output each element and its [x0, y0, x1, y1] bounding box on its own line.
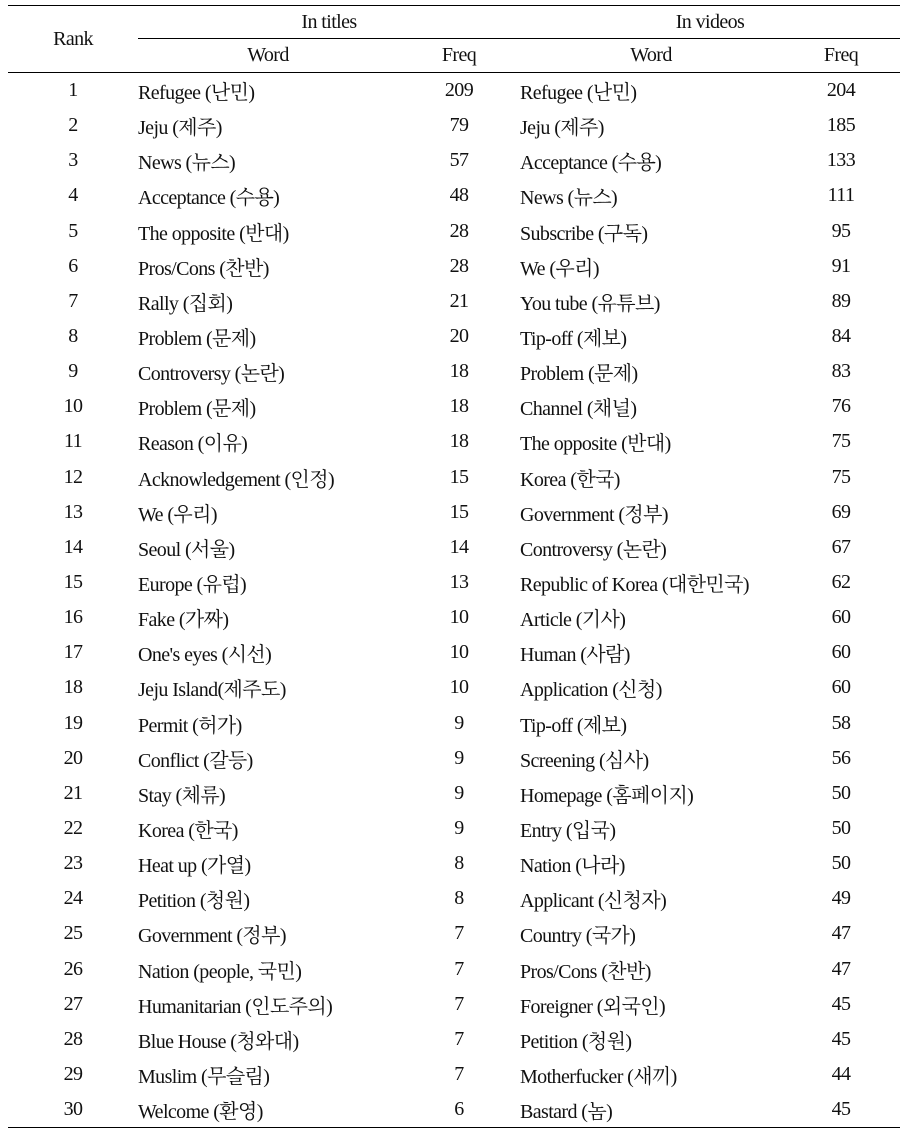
- video-word-cell: Korea (한국): [520, 468, 620, 491]
- video-freq-cell: 89: [831, 289, 851, 312]
- title-word-cell: Blue House (청와대): [138, 1030, 299, 1053]
- video-word-cell: Problem (문제): [520, 363, 638, 386]
- title-freq-cell: 8: [454, 887, 464, 910]
- table-row: [8, 284, 900, 319]
- title-word-cell: Stay (체류): [138, 784, 226, 807]
- rank-cell: 12: [63, 465, 83, 488]
- title-freq-cell: 7: [454, 1063, 464, 1085]
- rank-cell: 16: [63, 606, 83, 629]
- video-word-cell: Petition (청원): [520, 1030, 632, 1053]
- title-freq-cell: 6: [398, 1092, 520, 1128]
- video-word-cell: Applicant (신청자): [520, 890, 667, 913]
- video-word-cell: We (우리): [520, 257, 599, 280]
- rank-cell: 26: [63, 957, 83, 980]
- title-freq-cell: 79: [449, 114, 469, 137]
- table-row: [8, 600, 900, 635]
- video-word-cell: Tip-off (제보): [520, 328, 627, 351]
- video-freq-cell: 75: [831, 465, 851, 488]
- table-header: [8, 6, 900, 73]
- video-word-cell: Entry (입국): [520, 820, 616, 843]
- rank-cell: 14: [63, 535, 83, 558]
- title-freq-cell: 7: [454, 922, 464, 945]
- title-freq-cell: 10: [449, 641, 469, 664]
- table-row: [8, 952, 900, 987]
- video-freq-cell: 44: [831, 1063, 851, 1085]
- rank-header: Rank: [8, 6, 138, 73]
- table-row: [8, 987, 900, 1022]
- title-freq-cell: 7: [454, 992, 464, 1015]
- title-freq-cell: 10: [449, 676, 469, 699]
- video-word-cell: Application (신청): [520, 679, 662, 702]
- video-word-cell: The opposite (반대): [520, 433, 671, 456]
- video-word-cell: Refugee (난민): [520, 82, 637, 105]
- title-word-cell: Welcome (환영): [138, 1092, 398, 1128]
- header-group-row: [8, 6, 900, 39]
- rank-cell: 23: [63, 852, 83, 875]
- table-row: [8, 881, 900, 916]
- title-word-cell: Muslim (무슬림): [138, 1066, 270, 1088]
- rank-cell: 5: [68, 219, 78, 242]
- rank-cell: 19: [63, 711, 83, 734]
- title-word-cell: Korea (한국): [138, 820, 238, 843]
- video-freq-cell: 47: [831, 922, 851, 945]
- video-freq-cell: 50: [831, 781, 851, 804]
- title-word-cell: Refugee (난민): [138, 82, 255, 105]
- table-row: [8, 706, 900, 741]
- title-freq-cell: 8: [454, 852, 464, 875]
- title-freq-cell: 48: [449, 184, 469, 207]
- title-word-cell: We (우리): [138, 503, 217, 526]
- title-freq-cell: 9: [454, 746, 464, 769]
- video-freq-cell: 83: [831, 360, 851, 383]
- video-freq-cell: 45: [831, 992, 851, 1015]
- videos-word-header: Word: [520, 39, 782, 73]
- in-titles-header: In titles: [138, 6, 520, 39]
- title-freq-cell: 57: [449, 149, 469, 172]
- rank-cell: 17: [63, 641, 83, 664]
- title-word-cell: Heat up (가열): [138, 855, 251, 878]
- table-row: [8, 1022, 900, 1057]
- video-freq-cell: 133: [826, 149, 856, 172]
- title-freq-cell: 18: [449, 430, 469, 453]
- title-word-cell: Rally (집회): [138, 292, 233, 315]
- table-row: [8, 670, 900, 705]
- video-word-cell: Foreigner (외국인): [520, 995, 666, 1018]
- video-word-cell: Subscribe (구독): [520, 222, 648, 245]
- video-word-cell: Government (정부): [520, 503, 668, 526]
- video-word-cell: Pros/Cons (찬반): [520, 960, 651, 983]
- title-word-cell: Pros/Cons (찬반): [138, 257, 269, 280]
- table-row: [8, 916, 900, 951]
- title-freq-cell: 18: [449, 395, 469, 418]
- title-word-cell: Reason (이유): [138, 433, 248, 456]
- video-freq-cell: 58: [831, 711, 851, 734]
- titles-word-header: Word: [138, 39, 398, 73]
- rank-cell: 7: [68, 289, 78, 312]
- rank-cell: 9: [68, 360, 78, 383]
- video-freq-cell: 60: [831, 606, 851, 629]
- table-row: [8, 811, 900, 846]
- title-word-cell: Acknowledgement (인정): [138, 468, 335, 491]
- title-word-cell: Humanitarian (인도주의): [138, 995, 333, 1018]
- rank-cell: 18: [63, 676, 83, 699]
- video-freq-cell: 84: [831, 325, 851, 348]
- title-word-cell: Jeju Island(제주도): [138, 679, 286, 702]
- table-row: [8, 635, 900, 670]
- title-word-cell: Seoul (서울): [138, 538, 235, 561]
- table-row: [8, 178, 900, 213]
- title-word-cell: Fake (가짜): [138, 609, 229, 632]
- rank-cell: 2: [68, 114, 78, 137]
- table-body: [8, 73, 900, 1128]
- title-word-cell: News (뉴스): [138, 152, 236, 175]
- title-freq-cell: 28: [449, 219, 469, 242]
- video-freq-cell: 95: [831, 219, 851, 242]
- video-freq-cell: 60: [831, 676, 851, 699]
- title-word-cell: Petition (청원): [138, 890, 250, 913]
- video-word-cell: Acceptance (수용): [520, 152, 662, 175]
- title-freq-cell: 14: [449, 535, 469, 558]
- video-word-cell: You tube (유튜브): [520, 292, 660, 315]
- video-freq-cell: 67: [831, 535, 851, 558]
- rank-cell: 13: [63, 500, 83, 523]
- table-row: [8, 776, 900, 811]
- video-freq-cell: 204: [826, 79, 856, 102]
- rank-cell: 20: [63, 746, 83, 769]
- title-freq-cell: 209: [444, 79, 474, 102]
- title-freq-cell: 7: [454, 957, 464, 980]
- table-row: [8, 73, 900, 109]
- title-word-cell: One's eyes (시선): [138, 644, 272, 667]
- rank-cell: 24: [63, 887, 83, 910]
- rank-cell: 27: [63, 992, 83, 1015]
- title-word-cell: The opposite (반대): [138, 222, 289, 245]
- title-word-cell: Problem (문제): [138, 398, 256, 421]
- table-row: [8, 424, 900, 459]
- video-word-cell: Motherfucker (새끼): [520, 1066, 677, 1088]
- video-freq-cell: 49: [831, 887, 851, 910]
- videos-freq-header: Freq: [782, 39, 900, 73]
- video-word-cell: News (뉴스): [520, 187, 618, 210]
- video-word-cell: Country (국가): [520, 925, 636, 948]
- title-word-cell: Jeju (제주): [138, 117, 222, 140]
- title-freq-cell: 9: [454, 711, 464, 734]
- title-word-cell: Permit (허가): [138, 714, 242, 737]
- title-word-cell: Nation (people, 국민): [138, 960, 302, 983]
- rank-cell: 30: [8, 1092, 138, 1128]
- title-freq-cell: 28: [449, 254, 469, 277]
- title-freq-cell: 7: [454, 1027, 464, 1050]
- rank-cell: 10: [63, 395, 83, 418]
- video-freq-cell: 45: [782, 1092, 900, 1128]
- table-row: [8, 1092, 900, 1128]
- title-word-cell: Problem (문제): [138, 328, 256, 351]
- video-word-cell: Bastard (놈): [520, 1092, 782, 1128]
- in-videos-header: In videos: [520, 6, 900, 39]
- table-row: [8, 741, 900, 776]
- video-word-cell: Jeju (제주): [520, 117, 604, 140]
- header-sub-row: [8, 39, 900, 73]
- video-freq-cell: 76: [831, 395, 851, 418]
- rank-cell: 28: [63, 1027, 83, 1050]
- video-freq-cell: 185: [826, 114, 856, 137]
- video-freq-cell: 111: [827, 184, 855, 207]
- rank-cell: 6: [68, 254, 78, 277]
- rank-cell: 21: [63, 781, 83, 804]
- video-word-cell: Tip-off (제보): [520, 714, 627, 737]
- video-word-cell: Republic of Korea (대한민국): [520, 574, 749, 597]
- video-freq-cell: 91: [831, 254, 851, 277]
- rank-cell: 15: [63, 571, 83, 594]
- video-word-cell: Controversy (논란): [520, 538, 667, 561]
- video-freq-cell: 75: [831, 430, 851, 453]
- rank-cell: 25: [63, 922, 83, 945]
- video-word-cell: Channel (채널): [520, 398, 637, 421]
- title-freq-cell: 10: [449, 606, 469, 629]
- title-word-cell: Government (정부): [138, 925, 286, 948]
- video-freq-cell: 45: [831, 1027, 851, 1050]
- title-word-cell: Controversy (논란): [138, 363, 285, 386]
- table-row: [8, 214, 900, 249]
- table-row: [8, 530, 900, 565]
- video-freq-cell: 60: [831, 641, 851, 664]
- title-freq-cell: 18: [449, 360, 469, 383]
- table-row: [8, 495, 900, 530]
- table-row: [8, 143, 900, 178]
- word-frequency-table: [8, 5, 900, 1128]
- table-row: [8, 565, 900, 600]
- rank-cell: 11: [63, 430, 83, 453]
- video-freq-cell: 56: [831, 746, 851, 769]
- table-row: [8, 108, 900, 143]
- video-word-cell: Article (기사): [520, 609, 626, 632]
- table-row: [8, 319, 900, 354]
- title-freq-cell: 21: [449, 289, 469, 312]
- video-freq-cell: 50: [831, 817, 851, 840]
- title-word-cell: Acceptance (수용): [138, 187, 280, 210]
- rank-cell: 8: [68, 325, 78, 348]
- rank-cell: 3: [68, 149, 78, 172]
- table-row: [8, 846, 900, 881]
- title-word-cell: Conflict (갈등): [138, 749, 253, 772]
- title-freq-cell: 9: [454, 817, 464, 840]
- title-freq-cell: 15: [449, 500, 469, 523]
- table-row: [8, 1057, 900, 1092]
- video-word-cell: Human (사람): [520, 644, 630, 667]
- rank-cell: 1: [68, 79, 78, 102]
- title-freq-cell: 20: [449, 325, 469, 348]
- video-word-cell: Screening (심사): [520, 749, 649, 772]
- table-row: [8, 460, 900, 495]
- title-freq-cell: 15: [449, 465, 469, 488]
- video-freq-cell: 50: [831, 852, 851, 875]
- title-freq-cell: 13: [449, 571, 469, 594]
- titles-freq-header: Freq: [398, 39, 520, 73]
- table-row: [8, 354, 900, 389]
- video-freq-cell: 69: [831, 500, 851, 523]
- rank-cell: 4: [68, 184, 78, 207]
- table-row: [8, 389, 900, 424]
- rank-cell: 29: [63, 1063, 83, 1085]
- video-freq-cell: 47: [831, 957, 851, 980]
- video-word-cell: Homepage (홈페이지): [520, 784, 694, 807]
- rank-cell: 22: [63, 817, 83, 840]
- table-row: [8, 249, 900, 284]
- title-freq-cell: 9: [454, 781, 464, 804]
- video-word-cell: Nation (나라): [520, 855, 625, 878]
- title-word-cell: Europe (유럽): [138, 574, 247, 597]
- video-freq-cell: 62: [831, 571, 851, 594]
